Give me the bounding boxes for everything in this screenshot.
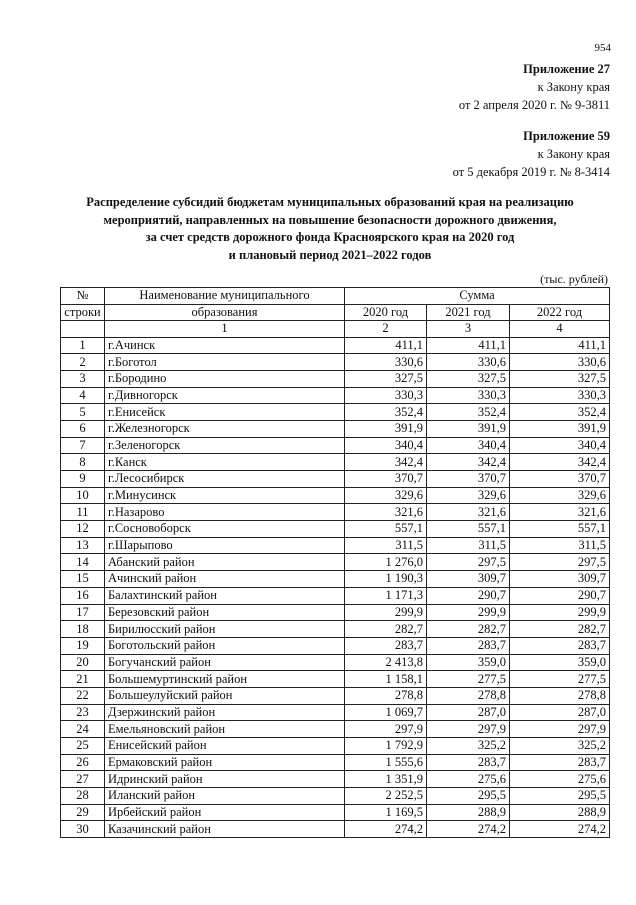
amount-2022: 370,7 bbox=[510, 471, 610, 488]
amount-2022: 330,3 bbox=[510, 387, 610, 404]
municipality-name: Абанский район bbox=[105, 554, 345, 571]
row-number: 2 bbox=[61, 354, 105, 371]
table-row bbox=[61, 537, 610, 554]
amount-2022: 325,2 bbox=[510, 738, 610, 755]
header-index-3: 3 bbox=[427, 321, 510, 338]
amount-2020: 1 276,0 bbox=[345, 554, 427, 571]
amount-2022: 309,7 bbox=[510, 571, 610, 588]
amount-2022: 288,9 bbox=[510, 804, 610, 821]
header-index-4: 4 bbox=[510, 321, 610, 338]
municipality-name: Большеулуйский район bbox=[105, 687, 345, 704]
table-row bbox=[61, 404, 610, 421]
row-number: 14 bbox=[61, 554, 105, 571]
header-index-2: 2 bbox=[345, 321, 427, 338]
document-title bbox=[40, 194, 620, 264]
amount-2021: 325,2 bbox=[427, 738, 510, 755]
amount-2020: 299,9 bbox=[345, 604, 427, 621]
title-line: Распределение субсидий бюджетам муниципальных образований края на реализацию bbox=[86, 195, 574, 209]
amount-2021: 330,6 bbox=[427, 354, 510, 371]
row-number: 12 bbox=[61, 521, 105, 538]
amount-2020: 329,6 bbox=[345, 487, 427, 504]
table-row bbox=[61, 704, 610, 721]
amount-2021: 411,1 bbox=[427, 337, 510, 354]
amount-2020: 1 351,9 bbox=[345, 771, 427, 788]
municipality-name: г.Минусинск bbox=[105, 487, 345, 504]
row-number: 10 bbox=[61, 487, 105, 504]
row-number: 22 bbox=[61, 687, 105, 704]
amount-2021: 290,7 bbox=[427, 587, 510, 604]
row-number: 7 bbox=[61, 437, 105, 454]
amount-2021: 309,7 bbox=[427, 571, 510, 588]
header-row bbox=[61, 288, 610, 305]
amount-2021: 282,7 bbox=[427, 621, 510, 638]
amount-2022: 277,5 bbox=[510, 671, 610, 688]
municipality-name: Дзержинский район bbox=[105, 704, 345, 721]
row-number: 16 bbox=[61, 587, 105, 604]
table-row bbox=[61, 554, 610, 571]
municipality-name: г.Назарово bbox=[105, 504, 345, 521]
amount-2020: 1 158,1 bbox=[345, 671, 427, 688]
amount-2020: 311,5 bbox=[345, 537, 427, 554]
amount-2022: 327,5 bbox=[510, 370, 610, 387]
amount-2022: 297,5 bbox=[510, 554, 610, 571]
amount-2022: 391,9 bbox=[510, 420, 610, 437]
row-number: 24 bbox=[61, 721, 105, 738]
amount-2020: 2 413,8 bbox=[345, 654, 427, 671]
table-row bbox=[61, 771, 610, 788]
municipality-name: г.Боготол bbox=[105, 354, 345, 371]
amount-2020: 278,8 bbox=[345, 687, 427, 704]
municipality-name: г.Бородино bbox=[105, 370, 345, 387]
amount-2020: 1 792,9 bbox=[345, 738, 427, 755]
amount-2020: 1 555,6 bbox=[345, 754, 427, 771]
amount-2021: 330,3 bbox=[427, 387, 510, 404]
amount-2021: 297,9 bbox=[427, 721, 510, 738]
amount-2022: 283,7 bbox=[510, 754, 610, 771]
table-row bbox=[61, 754, 610, 771]
amount-2022: 340,4 bbox=[510, 437, 610, 454]
header-row-number-line1: № bbox=[76, 288, 89, 303]
municipality-name: г.Железногорск bbox=[105, 420, 345, 437]
header-name-line2: образования bbox=[105, 304, 345, 321]
amount-2020: 282,7 bbox=[345, 621, 427, 638]
amount-2020: 342,4 bbox=[345, 454, 427, 471]
header-sum: Сумма bbox=[345, 288, 610, 305]
row-number: 19 bbox=[61, 637, 105, 654]
row-number: 8 bbox=[61, 454, 105, 471]
row-number: 17 bbox=[61, 604, 105, 621]
row-number: 6 bbox=[61, 420, 105, 437]
municipality-name: г.Зеленогорск bbox=[105, 437, 345, 454]
amount-2020: 370,7 bbox=[345, 471, 427, 488]
municipality-name: г.Канск bbox=[105, 454, 345, 471]
title-line: и плановый период 2021–2022 годов bbox=[228, 247, 432, 262]
table-body bbox=[61, 337, 610, 838]
row-number: 1 bbox=[61, 337, 105, 354]
table-row bbox=[61, 471, 610, 488]
table-row bbox=[61, 654, 610, 671]
table-row bbox=[61, 370, 610, 387]
amount-2020: 283,7 bbox=[345, 637, 427, 654]
municipality-name: Иланский район bbox=[105, 788, 345, 805]
table-row bbox=[61, 804, 610, 821]
table-row bbox=[61, 621, 610, 638]
amount-2021: 342,4 bbox=[427, 454, 510, 471]
row-number: 9 bbox=[61, 471, 105, 488]
header-name-line1: Наименование муниципального bbox=[139, 288, 310, 303]
table-row bbox=[61, 821, 610, 838]
amount-2021: 370,7 bbox=[427, 471, 510, 488]
amount-2020: 297,9 bbox=[345, 721, 427, 738]
row-number: 30 bbox=[61, 821, 105, 838]
amount-2021: 340,4 bbox=[427, 437, 510, 454]
amount-2020: 330,6 bbox=[345, 354, 427, 371]
municipality-name: Ирбейский район bbox=[105, 804, 345, 821]
annex-current-law: к Закону края bbox=[537, 80, 610, 94]
annex-current-title: Приложение 27 bbox=[523, 62, 610, 76]
amount-2021: 297,5 bbox=[427, 554, 510, 571]
amount-2022: 352,4 bbox=[510, 404, 610, 421]
municipality-name: Боготольский район bbox=[105, 637, 345, 654]
amount-2021: 359,0 bbox=[427, 654, 510, 671]
municipality-name: Енисейский район bbox=[105, 738, 345, 755]
amount-2022: 359,0 bbox=[510, 654, 610, 671]
table-row bbox=[61, 738, 610, 755]
table-row bbox=[61, 521, 610, 538]
amount-2020: 340,4 bbox=[345, 437, 427, 454]
amount-2021: 288,9 bbox=[427, 804, 510, 821]
table-row bbox=[61, 354, 610, 371]
amount-2020: 391,9 bbox=[345, 420, 427, 437]
amount-2020: 1 069,7 bbox=[345, 704, 427, 721]
subsidies-table bbox=[60, 287, 610, 838]
row-number: 13 bbox=[61, 537, 105, 554]
table-row bbox=[61, 571, 610, 588]
row-number: 27 bbox=[61, 771, 105, 788]
annex-original-date: от 5 декабря 2019 г. № 8-3414 bbox=[452, 165, 610, 179]
amount-2020: 2 252,5 bbox=[345, 788, 427, 805]
amount-2021: 274,2 bbox=[427, 821, 510, 838]
amount-2020: 327,5 bbox=[345, 370, 427, 387]
row-number: 11 bbox=[61, 504, 105, 521]
municipality-name: Идринский район bbox=[105, 771, 345, 788]
table-row bbox=[61, 604, 610, 621]
amount-2021: 287,0 bbox=[427, 704, 510, 721]
amount-2020: 330,3 bbox=[345, 387, 427, 404]
amount-2022: 321,6 bbox=[510, 504, 610, 521]
header-row-number-cell bbox=[61, 288, 105, 305]
table-row bbox=[61, 788, 610, 805]
table-row bbox=[61, 487, 610, 504]
amount-2022: 299,9 bbox=[510, 604, 610, 621]
amount-2022: 342,4 bbox=[510, 454, 610, 471]
municipality-name: г.Лесосибирск bbox=[105, 471, 345, 488]
row-number: 4 bbox=[61, 387, 105, 404]
municipality-name: г.Ачинск bbox=[105, 337, 345, 354]
table-row bbox=[61, 721, 610, 738]
table-row bbox=[61, 637, 610, 654]
amount-2021: 277,5 bbox=[427, 671, 510, 688]
table-row bbox=[61, 437, 610, 454]
amount-2020: 411,1 bbox=[345, 337, 427, 354]
row-number: 5 bbox=[61, 404, 105, 421]
annex-original-reference bbox=[453, 127, 610, 181]
row-number: 18 bbox=[61, 621, 105, 638]
amount-2022: 278,8 bbox=[510, 687, 610, 704]
municipality-name: Богучанский район bbox=[105, 654, 345, 671]
amount-2021: 329,6 bbox=[427, 487, 510, 504]
amount-2022: 290,7 bbox=[510, 587, 610, 604]
municipality-name: Казачинский район bbox=[105, 821, 345, 838]
header-year-2021: 2021 год bbox=[427, 304, 510, 321]
row-number: 28 bbox=[61, 788, 105, 805]
amount-2022: 274,2 bbox=[510, 821, 610, 838]
municipality-name: Ачинский район bbox=[105, 571, 345, 588]
header-year-2022: 2022 год bbox=[510, 304, 610, 321]
amount-2021: 557,1 bbox=[427, 521, 510, 538]
row-number: 20 bbox=[61, 654, 105, 671]
annex-original-law: к Закону края bbox=[537, 147, 610, 161]
amount-2021: 283,7 bbox=[427, 637, 510, 654]
table-row bbox=[61, 454, 610, 471]
row-number: 3 bbox=[61, 370, 105, 387]
amount-2022: 411,1 bbox=[510, 337, 610, 354]
amount-2022: 287,0 bbox=[510, 704, 610, 721]
amount-2021: 311,5 bbox=[427, 537, 510, 554]
row-number: 15 bbox=[61, 571, 105, 588]
annex-current-reference bbox=[459, 60, 610, 114]
row-number: 29 bbox=[61, 804, 105, 821]
table-row bbox=[61, 671, 610, 688]
amount-2021: 283,7 bbox=[427, 754, 510, 771]
municipality-name: г.Сосновоборск bbox=[105, 521, 345, 538]
municipality-name: Большемуртинский район bbox=[105, 671, 345, 688]
amount-2022: 275,6 bbox=[510, 771, 610, 788]
header-row bbox=[61, 304, 610, 321]
row-number: 21 bbox=[61, 671, 105, 688]
row-number: 25 bbox=[61, 738, 105, 755]
amount-2021: 295,5 bbox=[427, 788, 510, 805]
header-name-cell bbox=[105, 288, 345, 305]
units-label: (тыс. рублей) bbox=[540, 272, 608, 286]
amount-2022: 283,7 bbox=[510, 637, 610, 654]
amount-2022: 295,5 bbox=[510, 788, 610, 805]
municipality-name: г.Дивногорск bbox=[105, 387, 345, 404]
amount-2021: 352,4 bbox=[427, 404, 510, 421]
amount-2021: 275,6 bbox=[427, 771, 510, 788]
municipality-name: Емельяновский район bbox=[105, 721, 345, 738]
header-index-blank bbox=[61, 321, 105, 338]
header-index-row bbox=[61, 321, 610, 338]
amount-2022: 330,6 bbox=[510, 354, 610, 371]
amount-2020: 1 169,5 bbox=[345, 804, 427, 821]
header-year-2020: 2020 год bbox=[345, 304, 427, 321]
amount-2021: 299,9 bbox=[427, 604, 510, 621]
municipality-name: Бирилюсский район bbox=[105, 621, 345, 638]
amount-2022: 329,6 bbox=[510, 487, 610, 504]
table-row bbox=[61, 587, 610, 604]
amount-2022: 297,9 bbox=[510, 721, 610, 738]
amount-2021: 327,5 bbox=[427, 370, 510, 387]
table-row bbox=[61, 687, 610, 704]
header-row-number-line2: строки bbox=[61, 304, 105, 321]
table-row bbox=[61, 387, 610, 404]
annex-original-title: Приложение 59 bbox=[523, 129, 610, 143]
row-number: 26 bbox=[61, 754, 105, 771]
municipality-name: Березовский район bbox=[105, 604, 345, 621]
amount-2021: 321,6 bbox=[427, 504, 510, 521]
municipality-name: г.Шарыпово bbox=[105, 537, 345, 554]
amount-2020: 1 190,3 bbox=[345, 571, 427, 588]
amount-2021: 391,9 bbox=[427, 420, 510, 437]
amount-2020: 321,6 bbox=[345, 504, 427, 521]
annex-current-date: от 2 апреля 2020 г. № 9-3811 bbox=[458, 98, 610, 112]
amount-2022: 282,7 bbox=[510, 621, 610, 638]
amount-2020: 274,2 bbox=[345, 821, 427, 838]
amount-2020: 557,1 bbox=[345, 521, 427, 538]
amount-2020: 1 171,3 bbox=[345, 587, 427, 604]
table-row bbox=[61, 337, 610, 354]
amount-2021: 278,8 bbox=[427, 687, 510, 704]
amount-2020: 352,4 bbox=[345, 404, 427, 421]
row-number: 23 bbox=[61, 704, 105, 721]
municipality-name: г.Енисейск bbox=[105, 404, 345, 421]
title-line: за счет средств дорожного фонда Красноярского края на 2020 год bbox=[145, 230, 515, 244]
header-index-1: 1 bbox=[105, 321, 345, 338]
amount-2022: 311,5 bbox=[510, 537, 610, 554]
page-number: 954 bbox=[594, 42, 611, 54]
amount-2022: 557,1 bbox=[510, 521, 610, 538]
title-line: мероприятий, направленных на повышение безопасности дорожного движения, bbox=[103, 212, 557, 227]
municipality-name: Ермаковский район bbox=[105, 754, 345, 771]
table-row bbox=[61, 420, 610, 437]
municipality-name: Балахтинский район bbox=[105, 587, 345, 604]
table-row bbox=[61, 504, 610, 521]
